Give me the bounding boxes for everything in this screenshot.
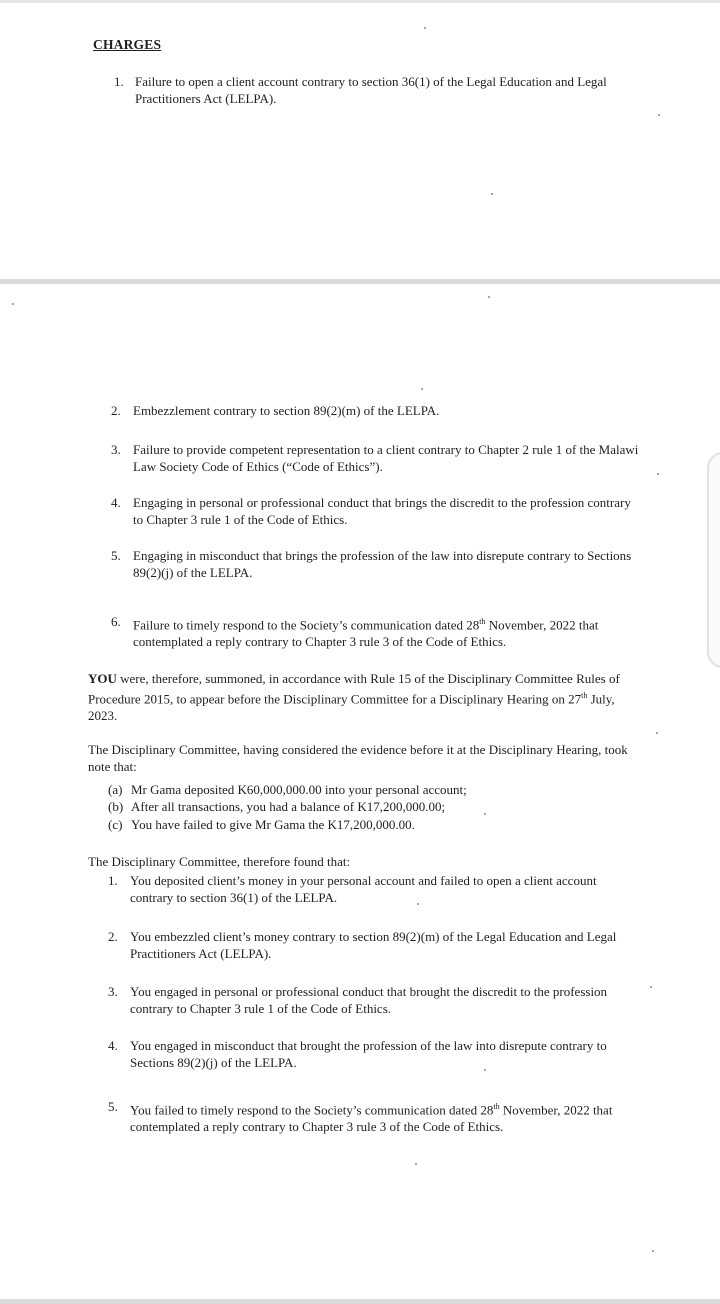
finding-text: You failed to timely respond to the Society’s communication dated 28th November, 2022 that contemplated a reply contrary to Chapter 3 rule 3 of the Code of Ethics. xyxy=(130,1102,613,1135)
note-label: (a) xyxy=(108,782,123,797)
charge-text: Failure to provide competent representation to a client contrary to Chapter 2 rule 1 of the Malawi Law Society Code of Ethics (“Code of Ethics”). xyxy=(133,442,639,474)
charge-number: 1. xyxy=(114,74,124,89)
charge-text: Failure to timely respond to the Society’s communication dated 28th November, 2022 that contemplated a reply contrary to Chapter 3 rule 3 of the Code of Ethics. xyxy=(133,617,599,650)
charge-text: Embezzlement contrary to section 89(2)(m) of the LELPA. xyxy=(133,403,440,418)
scan-speck xyxy=(488,296,490,298)
scan-speck xyxy=(650,986,652,988)
note-label: (c) xyxy=(108,817,123,832)
note-text: Mr Gama deposited K60,000,000.00 into your personal account; xyxy=(131,782,467,797)
took-note-intro: The Disciplinary Committee, having considered the evidence before it at the Disciplinary Hearing, took note that: xyxy=(88,742,628,774)
charge-number: 2. xyxy=(111,403,121,418)
note-label: (b) xyxy=(108,799,124,814)
scan-speck xyxy=(657,473,659,475)
finding-text: You engaged in misconduct that brought the profession of the law into disrepute contrary to Sections 89(2)(j) of the LELPA. xyxy=(130,1038,607,1070)
finding-number: 1. xyxy=(108,873,118,888)
note-text: After all transactions, you had a balance of K17,200,000.00; xyxy=(131,799,446,814)
charge-text: Failure to open a client account contrary to section 36(1) of the Legal Education and Legal Practitioners Act (LELPA). xyxy=(135,74,607,106)
scan-speck xyxy=(656,732,658,734)
finding-number: 3. xyxy=(108,984,118,999)
scan-speck xyxy=(658,114,660,116)
scan-speck xyxy=(424,27,426,29)
scan-speck xyxy=(652,1250,654,1252)
finding-text: You engaged in personal or professional conduct that brought the discredit to the profession contrary to Chapter 3 rule 1 of the Code of Ethics. xyxy=(130,984,608,1016)
scan-speck xyxy=(12,303,14,305)
finding-number: 2. xyxy=(108,929,118,944)
finding-text: You embezzled client’s money contrary to section 89(2)(m) of the Legal Education and Legal Practitioners Act (LELPA). xyxy=(130,929,617,961)
page-bottom-edge xyxy=(0,1299,720,1304)
summons-paragraph: YOU were, therefore, summoned, in accordance with Rule 15 of the Disciplinary Committee Rules of Procedure 2015, to appear before the Disciplinary Committee for a Disciplinary Hearing on 27th July, 2023. xyxy=(88,671,620,724)
charge-number: 4. xyxy=(111,495,121,510)
charge-number: 5. xyxy=(111,548,121,563)
scan-speck xyxy=(491,193,493,195)
finding-text: You deposited client’s money in your personal account and failed to open a client account contrary to section 36(1) of the LELPA. xyxy=(130,873,597,905)
page-break xyxy=(0,279,720,284)
charges-heading: CHARGES xyxy=(93,37,162,52)
finding-number: 5. xyxy=(108,1099,118,1114)
charge-number: 6. xyxy=(111,614,121,629)
page-top-edge xyxy=(0,0,720,3)
found-intro: The Disciplinary Committee, therefore found that: xyxy=(88,854,351,869)
side-scroll-handle[interactable] xyxy=(707,452,720,668)
charge-text: Engaging in personal or professional conduct that brings the discredit to the profession contrary to Chapter 3 rule 1 of the Code of Ethics. xyxy=(133,495,631,527)
note-text: You have failed to give Mr Gama the K17,200,000.00. xyxy=(131,817,415,832)
scan-speck xyxy=(415,1163,417,1165)
finding-number: 4. xyxy=(108,1038,118,1053)
charge-text: Engaging in misconduct that brings the profession of the law into disrepute contrary to Sections 89(2)(j) of the LELPA. xyxy=(133,548,632,580)
scan-speck xyxy=(421,388,423,390)
charge-number: 3. xyxy=(111,442,121,457)
